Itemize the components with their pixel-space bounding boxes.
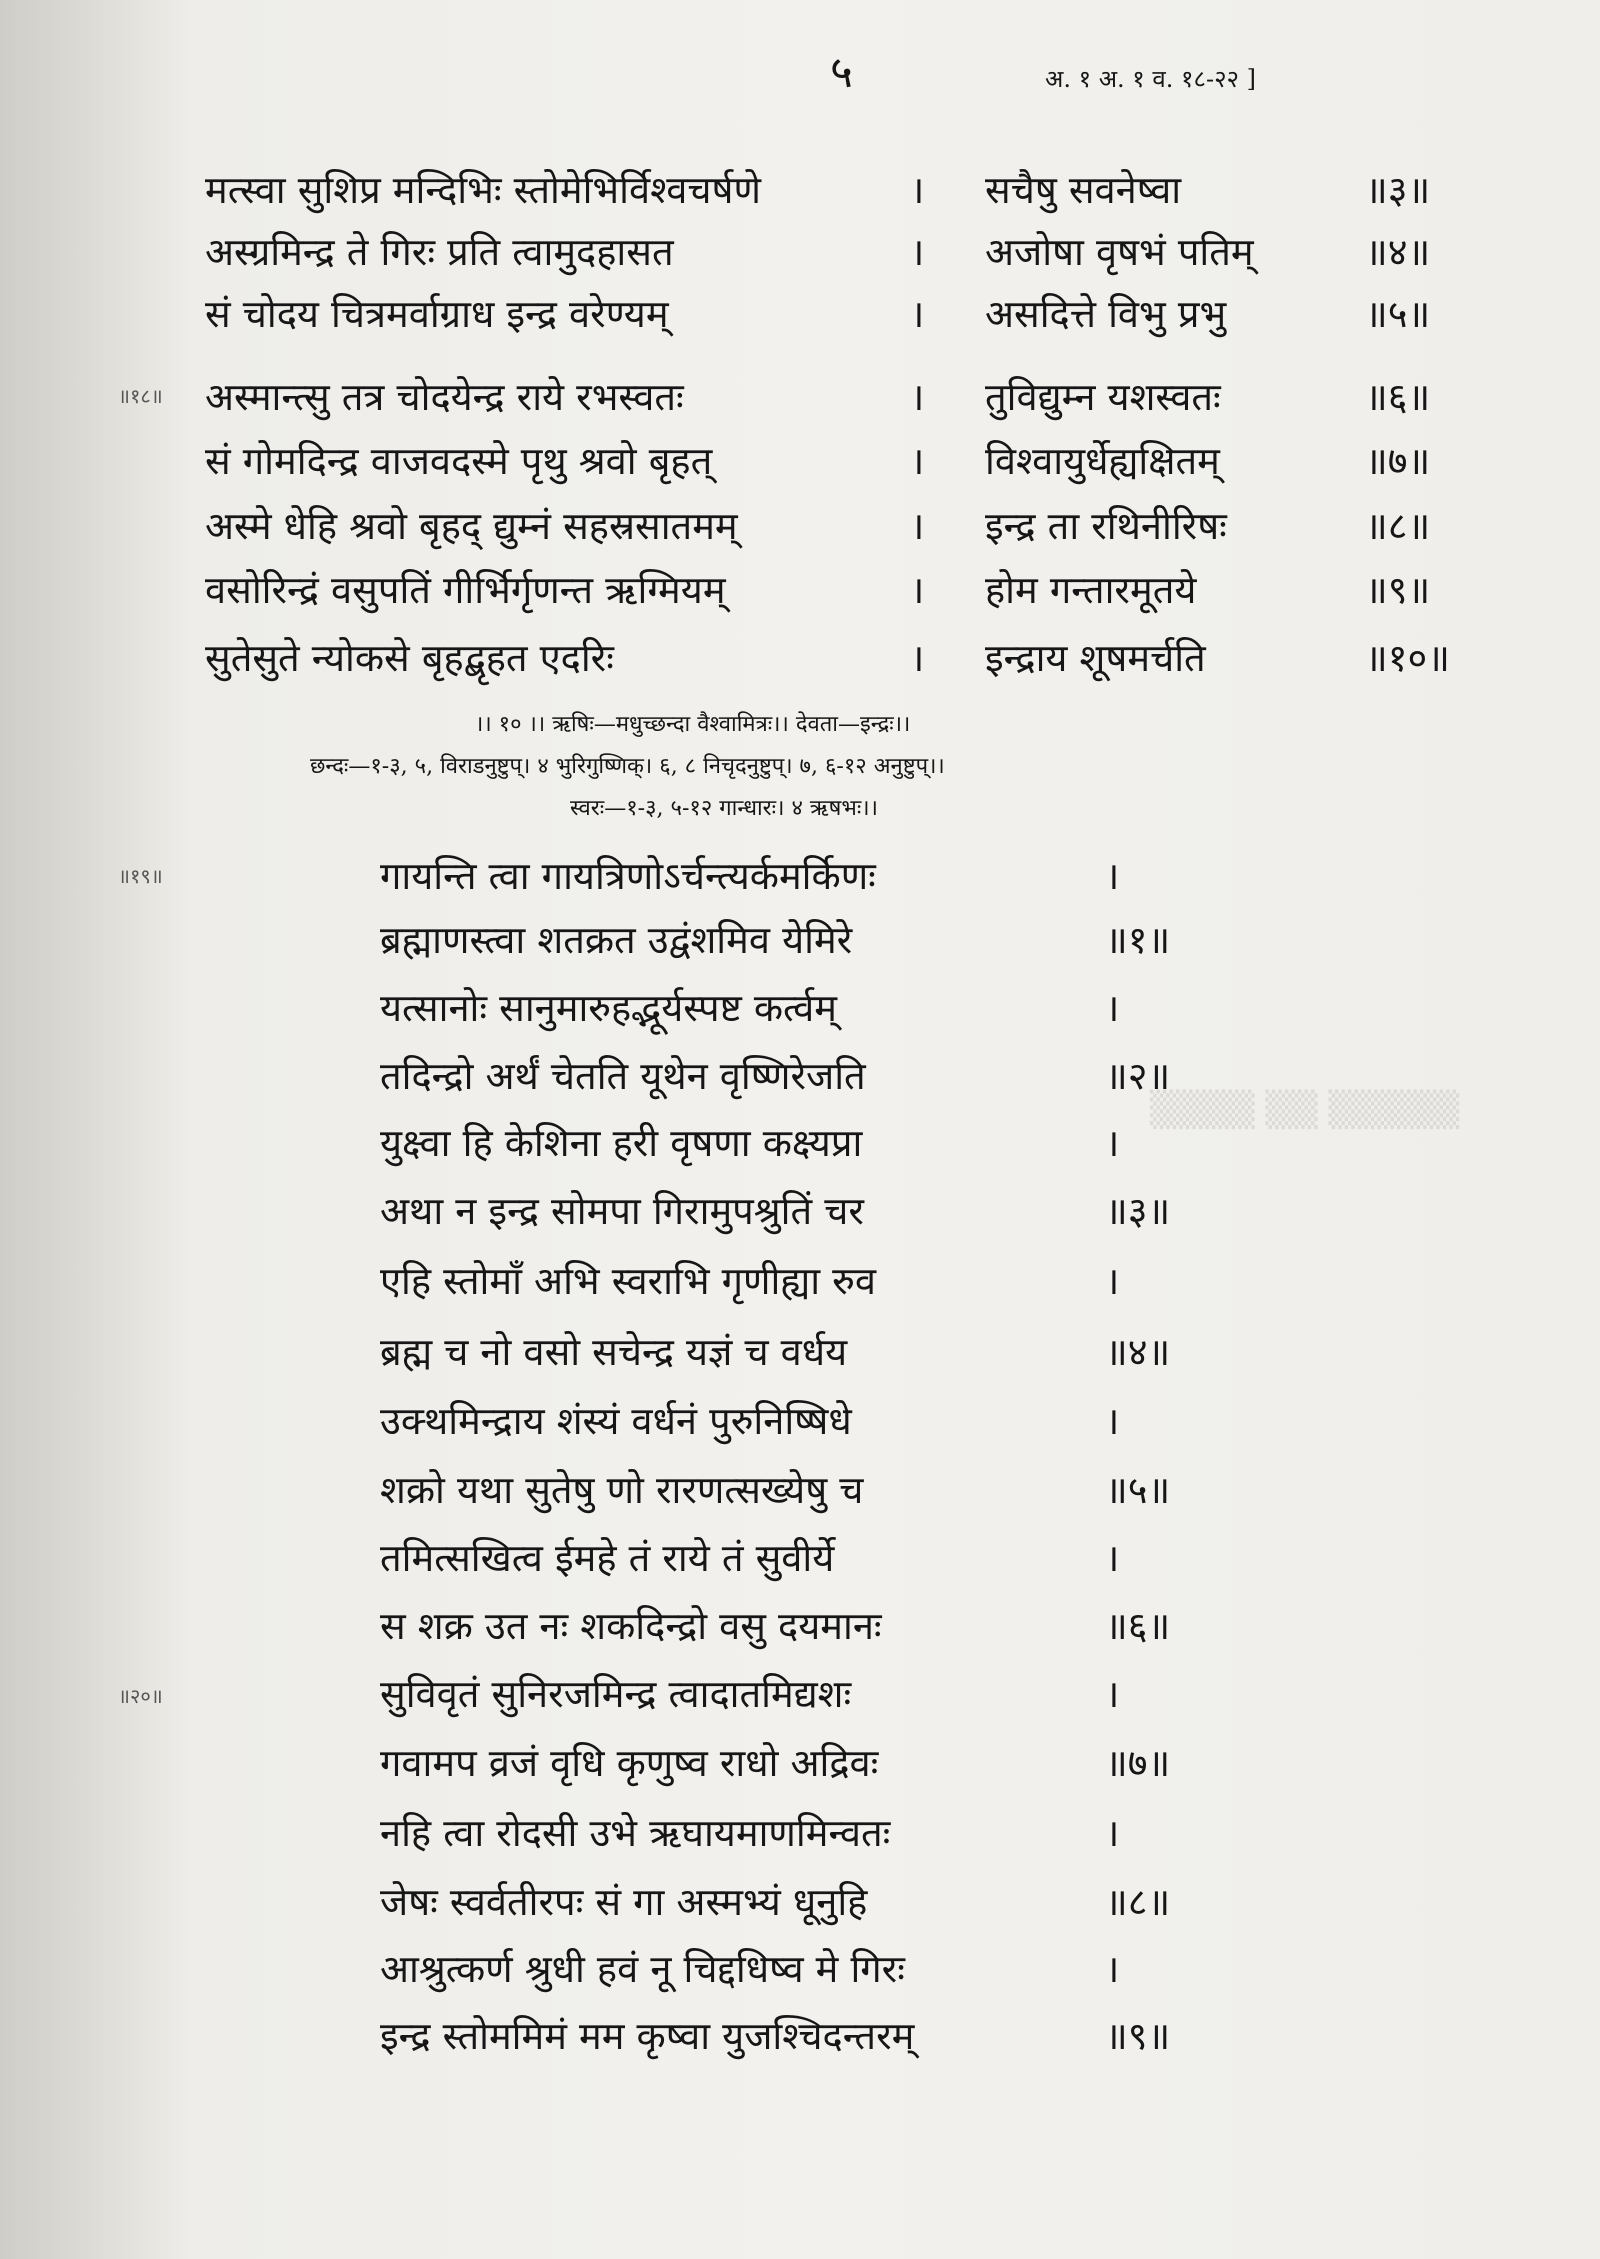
chapter-reference: अ. १ अ. १ व. १८-२२ ] [1045,65,1257,93]
verse-number: ॥४॥ [1365,230,1431,274]
verse-second-half: इन्द्र ता रथिनीरिषः [985,504,1227,548]
verse-end-mark: ॥७॥ [1105,1741,1171,1785]
verse-text: गायन्ति त्वा गायत्रिणोऽर्चन्त्यर्कमर्किणः [380,854,876,898]
verse-end-mark: ॥९॥ [1105,2014,1171,2058]
verse-end-mark: । [1105,1811,1120,1855]
verse-second-half: सचैषु सवनेष्वा [985,168,1182,212]
verse-danda: । [910,168,925,212]
verse-second-half: अजोषा वृषभं पतिम् [985,230,1254,274]
verse-text: सुविवृतं सुनिरजमिन्द्र त्वादातमिद्यशः [380,1672,852,1716]
verse-end-mark: ॥१॥ [1105,918,1171,962]
sukta-info-line-1: ।। १० ।। ऋषिः—मधुच्छन्दा वैश्वामित्रः।। देवता—इन्द्रः।। [475,712,911,737]
verse-second-half: होम गन्तारमूतये [985,568,1197,612]
verse-second-half: इन्द्राय शूषमर्चति [985,636,1206,680]
margin-varga-mark: ॥२०॥ [118,1684,163,1708]
verse-first-half: मत्स्वा सुशिप्र मन्दिभिः स्तोमेभिर्विश्वचर्षणे [205,168,761,212]
bleed-through-decoration: ▒▒▒▒ ▒▒ ▒▒▒▒▒ [1150,1090,1460,1130]
verse-number: ॥८॥ [1365,504,1431,548]
verse-text: एहि स्तोमाँ अभि स्वराभि गृणीह्या रुव [380,1259,877,1303]
verse-end-mark: ॥२॥ [1105,1054,1171,1098]
verse-first-half: सं चोदय चित्रमर्वाग्राध इन्द्र वरेण्यम् [205,292,669,336]
verse-first-half: अस्मान्त्सु तत्र चोदयेन्द्र राये रभस्वतः [205,375,684,419]
verse-first-half: अस्मे धेहि श्रवो बृहद् द्युम्नं सहस्रसातमम् [205,504,738,548]
verse-end-mark: । [1105,1672,1120,1716]
verse-first-half: सं गोमदिन्द्र वाजवदस्मे पृथु श्रवो बृहत् [205,439,713,483]
verse-text: शक्रो यथा सुतेषु णो रारणत्सख्येषु च [380,1468,864,1512]
verse-number: ॥५॥ [1365,292,1431,336]
verse-number: ॥३॥ [1365,168,1431,212]
sukta-info-line-2: छन्दः—१-३, ५, विराडनुष्टुप्। ४ भुरिगुष्णिक्। ६, ८ निचृदनुष्टुप्। ७, ६-१२ अनुष्टुप्।। [310,754,945,779]
verse-text: इन्द्र स्तोममिमं मम कृष्वा युजश्चिदन्तरम् [380,2014,915,2058]
verse-first-half: सुतेसुते न्योकसे बृहद्बृहत एदरिः [205,636,614,680]
verse-text: अथा न इन्द्र सोमपा गिरामुपश्रुतिं चर [380,1189,864,1233]
margin-varga-mark: ॥१८॥ [118,384,163,408]
verse-text: गवामप व्रजं वृधि कृणुष्व राधो अद्रिवः [380,1741,879,1785]
verse-end-mark: । [1105,1259,1120,1303]
verse-danda: । [910,504,925,548]
verse-end-mark: । [1105,1121,1120,1165]
verse-end-mark: । [1105,854,1120,898]
verse-end-mark: । [1105,1947,1120,1991]
verse-danda: । [910,230,925,274]
verse-text: तमित्सखित्व ईमहे तं राये तं सुवीर्ये [380,1536,835,1580]
verse-end-mark: ॥३॥ [1105,1189,1171,1233]
verse-danda: । [910,292,925,336]
verse-end-mark: ॥५॥ [1105,1468,1171,1512]
verse-text: ब्रह्माणस्त्वा शतक्रत उद्वंशमिव येमिरे [380,918,853,962]
verse-danda: । [910,568,925,612]
page-number: ५ [830,47,853,98]
verse-first-half: अस्ग्रमिन्द्र ते गिरः प्रति त्वामुदहासत [205,230,674,274]
verse-second-half: असदित्ते विभु प्रभु [985,292,1227,336]
verse-end-mark: ॥८॥ [1105,1880,1171,1924]
verse-number: ॥६॥ [1365,375,1431,419]
verse-end-mark: । [1105,1399,1120,1443]
verse-number: ॥१०॥ [1365,636,1451,680]
verse-end-mark: ॥४॥ [1105,1330,1171,1374]
verse-text: युक्ष्वा हि केशिना हरी वृषणा कक्ष्यप्रा [380,1121,863,1165]
margin-varga-mark: ॥१९॥ [118,864,163,888]
verse-danda: । [910,375,925,419]
verse-danda: । [910,439,925,483]
verse-second-half: विश्वायुर्धेह्यक्षितम् [985,439,1220,483]
sukta-info-line-3: स्वरः—१-३, ५-१२ गान्धारः। ४ ऋषभः।। [570,796,878,821]
verse-text: जेषः स्वर्वतीरपः सं गा अस्मभ्यं धूनुहि [380,1880,868,1924]
verse-second-half: तुविद्युम्न यशस्वतः [985,375,1221,419]
verse-end-mark: । [1105,1536,1120,1580]
verse-text: आश्रुत्कर्ण श्रुधी हवं नू चिद्दधिष्व मे गिरः [380,1947,905,1991]
verse-text: ब्रह्म च नो वसो सचेन्द्र यज्ञं च वर्धय [380,1330,848,1374]
verse-number: ॥७॥ [1365,439,1431,483]
verse-text: उक्थमिन्द्राय शंस्यं वर्धनं पुरुनिष्षिधे [380,1399,852,1443]
verse-danda: । [910,636,925,680]
verse-end-mark: ॥६॥ [1105,1604,1171,1648]
verse-number: ॥९॥ [1365,568,1431,612]
verse-first-half: वसोरिन्द्रं वसुपतिं गीर्भिर्गृणन्त ऋग्मियम् [205,568,726,612]
verse-end-mark: । [1105,986,1120,1030]
verse-text: स शक्र उत नः शकदिन्द्रो वसु दयमानः [380,1604,882,1648]
verse-text: नहि त्वा रोदसी उभे ऋघायमाणमिन्वतः [380,1811,891,1855]
verse-text: यत्सानोः सानुमारुहद्भूर्यस्पष्ट कर्त्वम् [380,986,837,1030]
verse-text: तदिन्द्रो अर्थं चेतति यूथेन वृष्णिरेजति [380,1054,866,1098]
